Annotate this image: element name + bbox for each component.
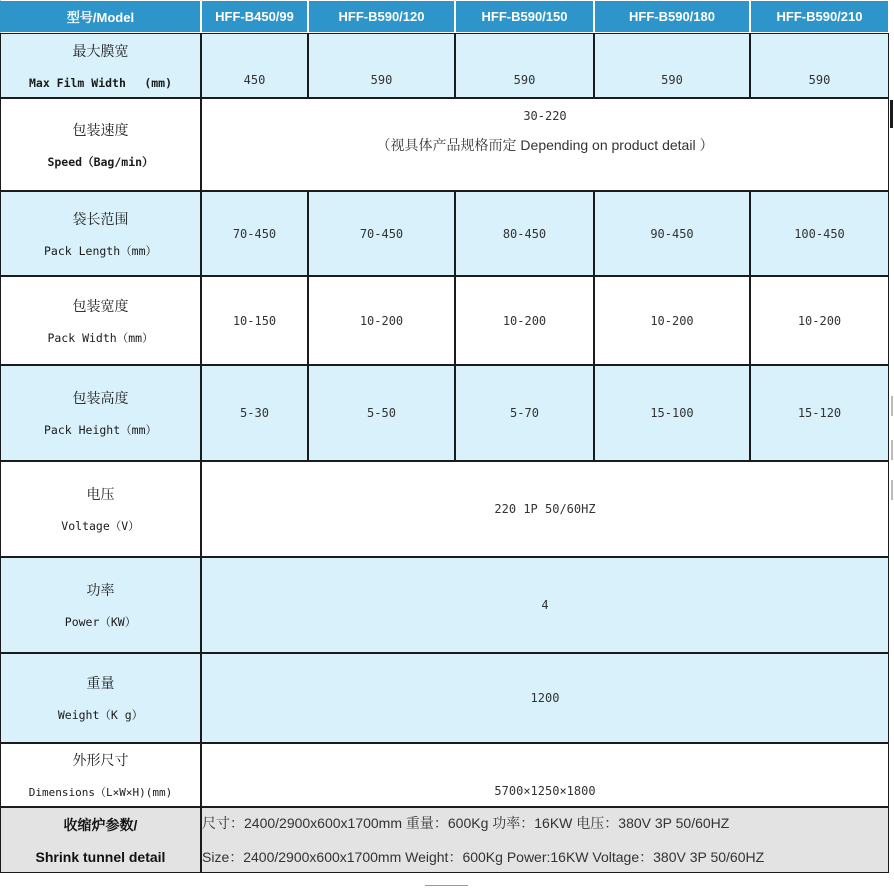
label-en: Max Film Width (mm) xyxy=(28,75,173,90)
label-cn: 包装高度 xyxy=(72,391,129,407)
label-cn: 外形尺寸 xyxy=(72,753,129,769)
header-model-4: HFF-B590/180 xyxy=(594,0,750,33)
cell-value: 10-200 xyxy=(455,276,594,365)
header-model-2: HFF-B590/120 xyxy=(308,0,455,33)
cell-value: 15-120 xyxy=(750,365,889,461)
cell-value: 590 xyxy=(455,33,594,98)
row-power xyxy=(0,557,889,653)
power-value: 4 xyxy=(201,557,889,653)
shrink-value xyxy=(201,807,889,873)
shrink-value-en: Size：2400/2900x600x1700mm Weight：600Kg Power:16KW Voltage：380V 3P 50/60HZ xyxy=(202,849,765,865)
cell-value: 10-200 xyxy=(594,276,750,365)
label-en: Dimensions（L×W×H)(mm) xyxy=(28,786,173,799)
cell-value: 80-450 xyxy=(455,191,594,276)
label-cn: 袋长范围 xyxy=(72,211,129,228)
header-model-3: HFF-B590/150 xyxy=(455,0,594,33)
label-cn: 重量 xyxy=(86,676,115,692)
header-model-5: HFF-B590/210 xyxy=(750,0,889,33)
row-label xyxy=(0,807,201,873)
row-dimensions xyxy=(0,743,889,807)
row-label xyxy=(0,191,201,276)
cell-value: 10-200 xyxy=(750,276,889,365)
row-label xyxy=(0,365,201,461)
row-label xyxy=(0,653,201,743)
edge-marker xyxy=(891,440,893,460)
cell-value: 70-450 xyxy=(308,191,455,276)
row-voltage xyxy=(0,461,889,557)
cell-value: 590 xyxy=(594,33,750,98)
speed-value xyxy=(201,98,889,191)
row-max-film-width xyxy=(0,33,889,98)
cell-value: 590 xyxy=(308,33,455,98)
header-model-1: HFF-B450/99 xyxy=(201,0,308,33)
bottom-tab xyxy=(425,885,468,889)
label-en: Speed（Bag/min） xyxy=(47,154,154,169)
row-shrink-tunnel xyxy=(0,807,889,873)
row-label xyxy=(0,461,201,557)
label-en: Pack Height（mm） xyxy=(43,423,157,437)
label-en: Weight（K g） xyxy=(57,708,144,722)
label-cn: 电压 xyxy=(86,487,115,503)
cell-value: 5-70 xyxy=(455,365,594,461)
row-pack-width xyxy=(0,276,889,365)
shrink-value-cn: 尺寸：2400/2900x600x1700mm 重量：600Kg 功率：16KW 电压：380V 3P 50/60HZ xyxy=(202,815,730,831)
speed-note: （视具体产品规格而定 Depending on product detail ） xyxy=(376,137,714,153)
label-en: Voltage（V） xyxy=(61,519,140,533)
voltage-value: 220 1P 50/60HZ xyxy=(201,461,889,557)
row-weight xyxy=(0,653,889,743)
label-cn: 包装速度 xyxy=(72,122,129,139)
cell-value: 90-450 xyxy=(594,191,750,276)
label-en: Shrink tunnel detail xyxy=(35,849,166,865)
header-model-label: 型号/Model xyxy=(0,0,201,33)
cell-value: 590 xyxy=(750,33,889,98)
speed-range: 30-220 xyxy=(523,109,567,123)
row-label xyxy=(0,743,201,807)
cell-value: 10-200 xyxy=(308,276,455,365)
cell-value: 450 xyxy=(201,33,308,98)
dimensions-value: 5700×1250×1800 xyxy=(201,743,889,807)
edge-marker xyxy=(890,100,893,128)
row-speed xyxy=(0,98,889,191)
row-label xyxy=(0,276,201,365)
cell-value: 5-30 xyxy=(201,365,308,461)
row-label xyxy=(0,98,201,191)
label-en: Power（KW） xyxy=(64,615,137,629)
weight-value: 1200 xyxy=(201,653,889,743)
row-pack-length xyxy=(0,191,889,276)
edge-marker xyxy=(891,480,893,500)
cell-value: 10-150 xyxy=(201,276,308,365)
cell-value: 70-450 xyxy=(201,191,308,276)
edge-marker xyxy=(891,396,893,416)
label-en: Pack Width（mm） xyxy=(47,330,154,345)
cell-value: 5-50 xyxy=(308,365,455,461)
cell-value: 15-100 xyxy=(594,365,750,461)
row-label xyxy=(0,557,201,653)
header-row xyxy=(0,0,889,33)
row-label xyxy=(0,33,201,98)
row-pack-height xyxy=(0,365,889,461)
label-cn: 收缩炉参数/ xyxy=(63,817,138,833)
cell-value: 100-450 xyxy=(750,191,889,276)
label-cn: 包装宽度 xyxy=(72,298,129,315)
label-cn: 最大膜宽 xyxy=(72,43,129,60)
label-cn: 功率 xyxy=(86,583,115,599)
label-en: Pack Length（mm） xyxy=(43,243,157,258)
